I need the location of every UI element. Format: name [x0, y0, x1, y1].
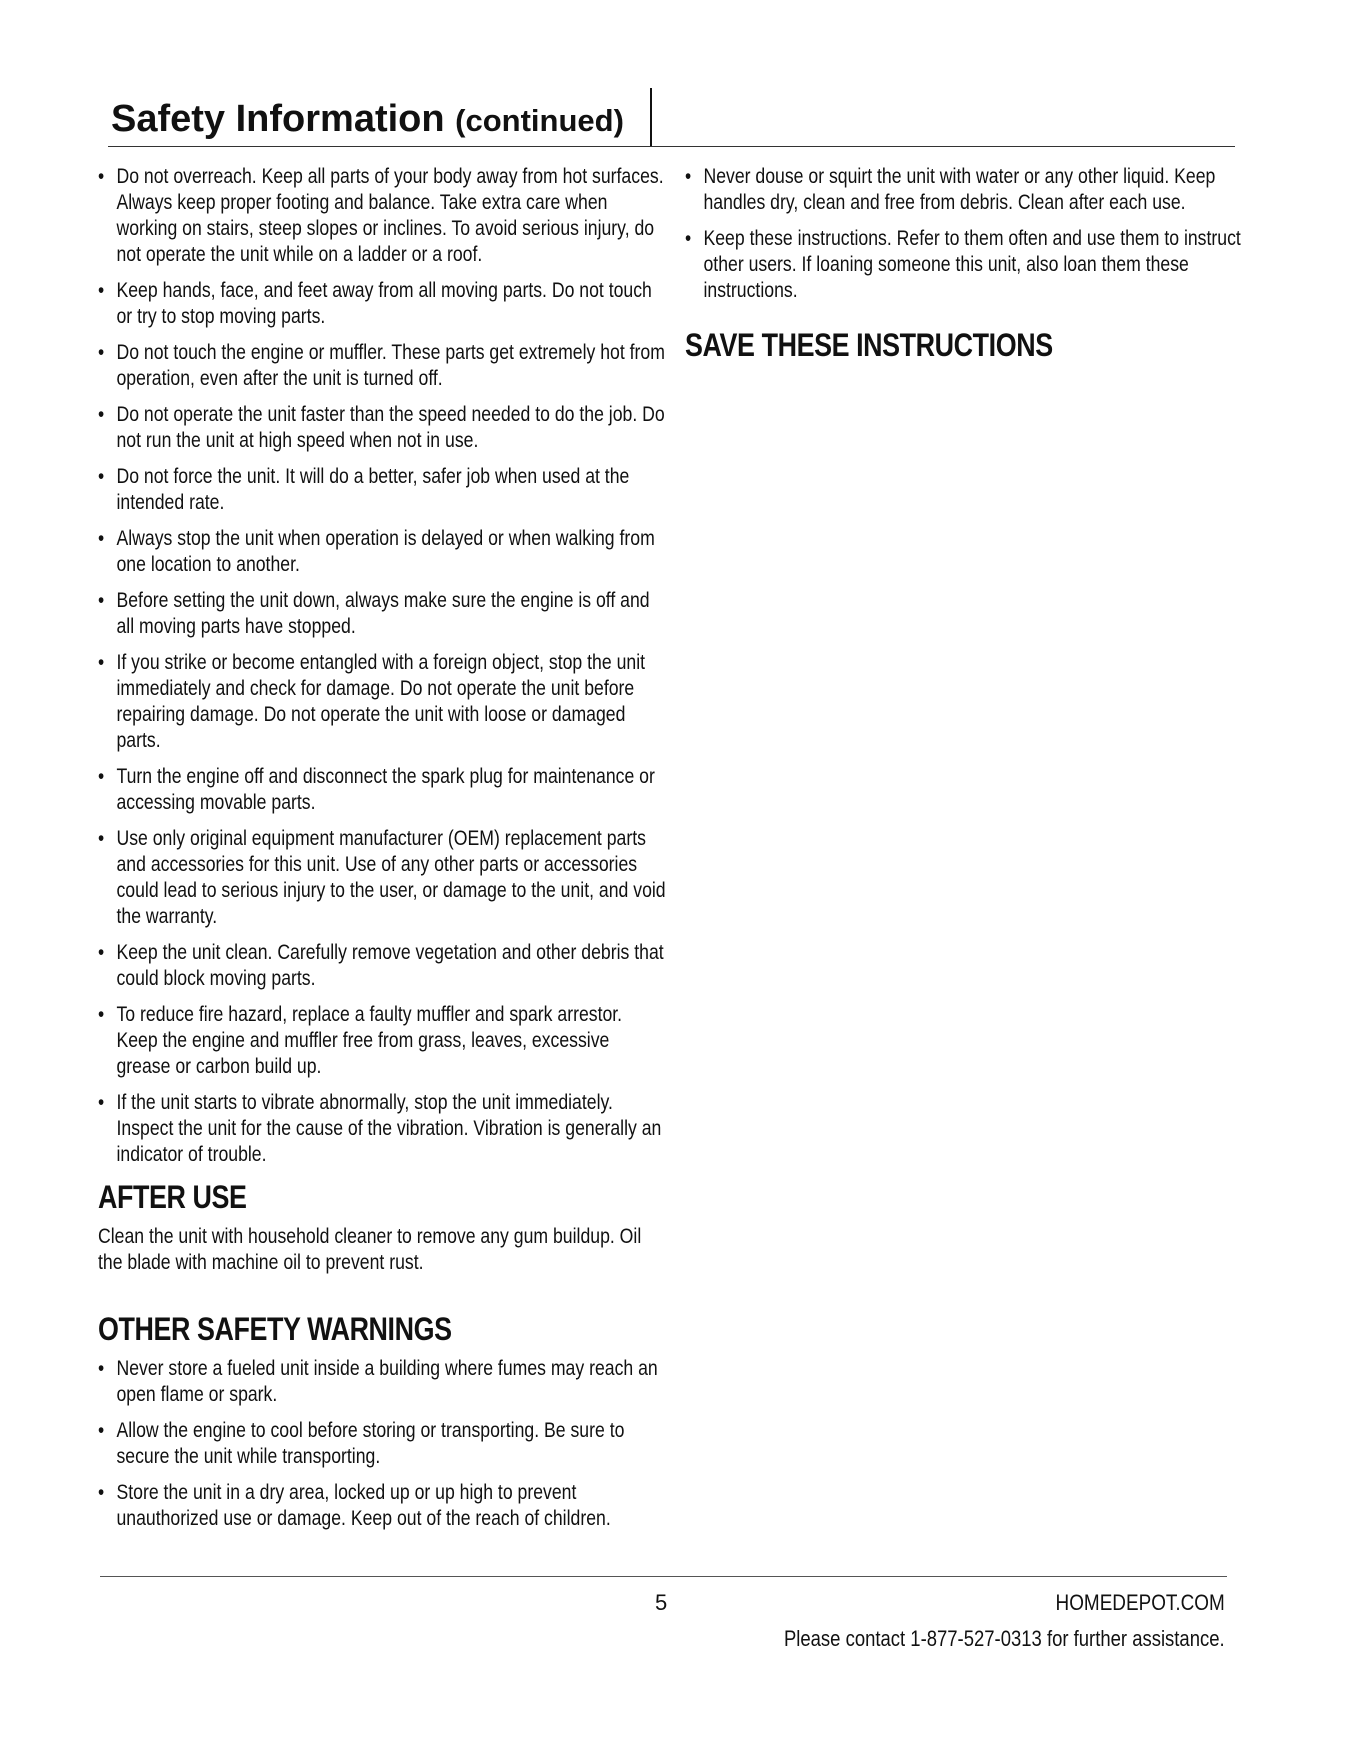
title-vertical-rule — [650, 88, 652, 146]
after-use-heading: AFTER USE — [98, 1179, 247, 1215]
list-item: • Use only original equipment manufacturer (OEM) replacement parts and accessories for this unit. Use of any other parts or accessories could lead to serious injury to the user, or damage to the unit, and void the warranty. — [98, 826, 666, 930]
list-item: • Never store a fueled unit inside a building where fumes may reach an open flame or spark. — [98, 1356, 666, 1408]
list-item: • Store the unit in a dry area, locked up or up high to prevent unauthorized use or damage. Keep out of the reach of children. — [98, 1480, 666, 1532]
page-title-suffix: (continued) — [455, 103, 624, 138]
list-item: • Keep hands, face, and feet away from all moving parts. Do not touch or try to stop moving parts. — [98, 278, 666, 330]
footer-rule — [100, 1576, 1227, 1577]
safety-bullet-list — [98, 164, 666, 1168]
right-column — [685, 164, 1245, 372]
list-item: • Do not touch the engine or muffler. These parts get extremely hot from operation, even after the unit is turned off. — [98, 340, 666, 392]
page-title-main: Safety Information — [111, 98, 445, 140]
list-item: • Always stop the unit when operation is delayed or when walking from one location to another. — [98, 526, 666, 578]
right-bullet-list — [685, 164, 1244, 304]
other-warnings-list — [98, 1356, 666, 1532]
list-item: • Keep these instructions. Refer to them often and use them to instruct other users. If loaning someone this unit, also loan them these instructions. — [685, 226, 1244, 304]
list-item: • Allow the engine to cool before storing or transporting. Be sure to secure the unit while transporting. — [98, 1418, 666, 1470]
left-column-content — [98, 164, 666, 1532]
list-item: • If the unit starts to vibrate abnormally, stop the unit immediately. Inspect the unit for the cause of the vibration. Vibration is generally an indicator of trouble. — [98, 1090, 666, 1168]
list-item: • Do not force the unit. It will do a better, safer job when used at the intended rate. — [98, 464, 666, 516]
other-safety-warnings-heading: OTHER SAFETY WARNINGS — [98, 1311, 452, 1347]
list-item: • Turn the engine off and disconnect the spark plug for maintenance or accessing movable parts. — [98, 764, 666, 816]
list-item: • Never douse or squirt the unit with water or any other liquid. Keep handles dry, clean and free from debris. Clean after each use. — [685, 164, 1244, 216]
page-number: 5 — [655, 1590, 668, 1615]
list-item: • Do not operate the unit faster than the speed needed to do the job. Do not run the unit at high speed when not in use. — [98, 402, 666, 454]
save-instructions-heading: SAVE THESE INSTRUCTIONS — [685, 327, 1053, 363]
after-use-text: Clean the unit with household cleaner to remove any gum buildup. Oil the blade with machine oil to prevent rust. — [98, 1225, 642, 1274]
list-item: • Before setting the unit down, always make sure the engine is off and all moving parts have stopped. — [98, 588, 666, 640]
list-item: • To reduce fire hazard, replace a faulty muffler and spark arrestor. Keep the engine and muffler free from grass, leaves, excessive grease or carbon build up. — [98, 1002, 666, 1080]
left-column — [98, 164, 666, 1542]
list-item: • Keep the unit clean. Carefully remove vegetation and other debris that could block moving parts. — [98, 940, 666, 992]
page-title — [111, 94, 624, 146]
list-item: • If you strike or become entangled with a foreign object, stop the unit immediately and check for damage. Do not operate the unit before repairing damage. Do not operate the unit with loose or damaged parts. — [98, 650, 666, 754]
title-rule — [108, 146, 1235, 147]
contact-line: Please contact 1-877-527-0313 for further assistance. — [784, 1626, 1225, 1651]
right-column-content — [685, 164, 1244, 364]
site-url: HOMEDEPOT.COM — [1055, 1590, 1225, 1615]
list-item: • Do not overreach. Keep all parts of your body away from hot surfaces. Always keep proper footing and balance. Take extra care when working on stairs, steep slopes or inclines. To avoid serious injury, do not operate the unit while on a ladder or a roof. — [98, 164, 666, 268]
